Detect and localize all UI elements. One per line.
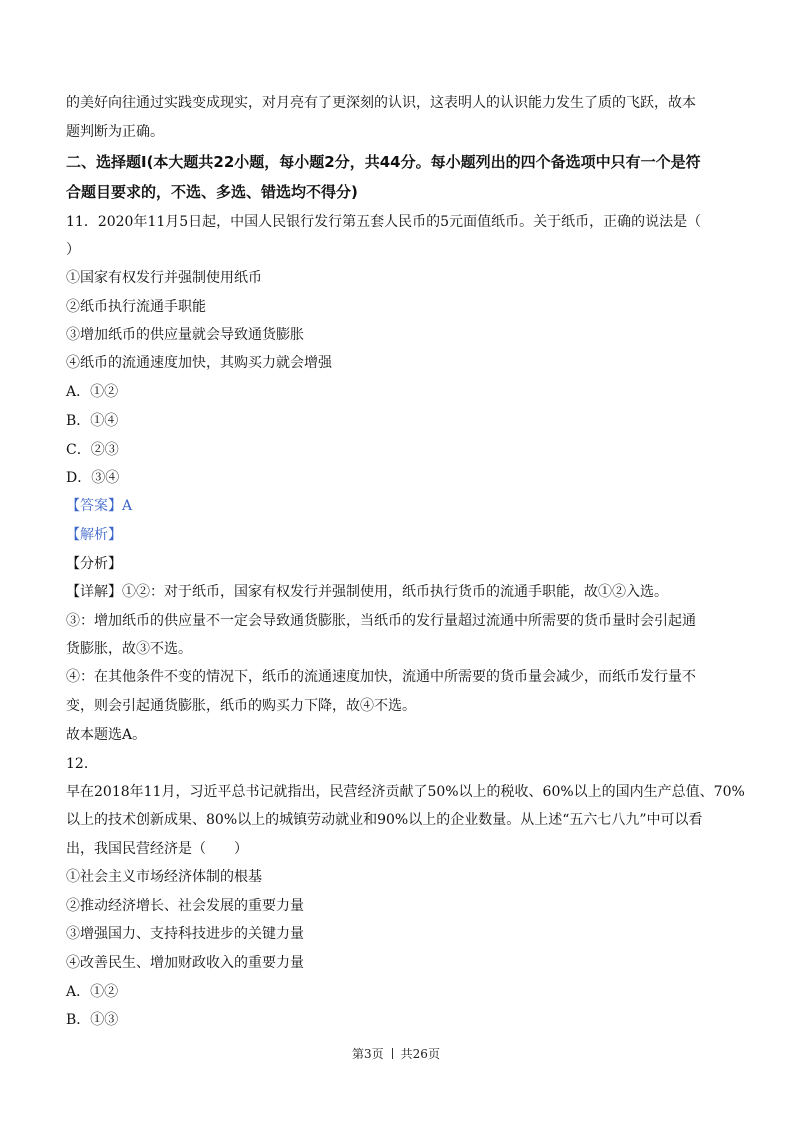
statement-item: ①国家有权发行并强制使用纸币 — [66, 270, 262, 286]
conclusion-text: 故本题选A。 — [66, 727, 147, 743]
statement-item: ②推动经济增长、社会发展的重要力量 — [66, 898, 304, 914]
question-stem: 出，我国民营经济是（ ） — [66, 841, 248, 857]
section-heading: 合题目要求的，不选、多选、错选均不得分) — [66, 183, 358, 201]
page-footer — [0, 1045, 792, 1063]
detail-text: ③：增加纸币的供应量不一定会导致通货膨胀，当纸币的发行量超过流通中所需要的货币量时会引起通 — [66, 613, 696, 629]
option-a: A．①② — [66, 984, 119, 1000]
analysis-label: 【解析】 — [66, 527, 122, 543]
statement-item: ①社会主义市场经济体制的根基 — [66, 869, 262, 885]
statement-item: ④改善民生、增加财政收入的重要力量 — [66, 955, 304, 971]
option-b: B．①④ — [66, 413, 119, 429]
question-number: 12． — [66, 756, 98, 772]
fenxi-label: 【分析】 — [66, 556, 122, 572]
question-stem: 以上的技术创新成果、80%以上的城镇劳动就业和90%以上的企业数量。从上述“五六七八九”中可以看 — [66, 812, 703, 828]
text-line: 的美好向往通过实践变成现实，对月亮有了更深刻的认识，这表明人的认识能力发生了质的飞跃，故本 — [66, 95, 696, 111]
detail-text: 货膨胀，故③不选。 — [66, 641, 192, 657]
option-d: D．③④ — [66, 470, 120, 486]
question-stem: 早在2018年11月，习近平总书记就指出，民营经济贡献了50%以上的税收、60%以上的国内生产总值、70% — [66, 784, 745, 800]
statement-item: ④纸币的流通速度加快，其购买力就会增强 — [66, 355, 332, 371]
answer-label: 【答案】A — [66, 498, 133, 514]
option-c: C．②③ — [66, 442, 119, 458]
question-stem: ） — [66, 242, 80, 258]
detail-text: 变，则会引起通货膨胀，纸币的购买力下降，故④不选。 — [66, 698, 416, 714]
detail-text: 【详解】①②：对于纸币，国家有权发行并强制使用，纸币执行货币的流通手职能，故①②入选。 — [66, 584, 668, 600]
option-b: B．①③ — [66, 1012, 119, 1028]
footer-divider — [392, 1048, 393, 1059]
text-line: 题判断为正确。 — [66, 124, 164, 140]
section-heading: 二、选择题I(本大题共22小题，每小题2分，共44分。每小题列出的四个备选项中只有一个是符 — [66, 153, 701, 171]
detail-text: ④：在其他条件不变的情况下，纸币的流通速度加快，流通中所需要的货币量会减少，而纸币发行量不 — [66, 669, 696, 685]
option-a: A．①② — [66, 384, 119, 400]
statement-item: ②纸币执行流通手职能 — [66, 299, 206, 315]
statement-item: ③增加纸币的供应量就会导致通货膨胀 — [66, 327, 304, 343]
page-total: 共26页 — [400, 1047, 440, 1061]
question-stem: 11．2020年11月5日起，中国人民银行发行第五套人民币的5元面值纸币。关于纸币，正确的说法是（ — [66, 214, 702, 230]
statement-item: ③增强国力、支持科技进步的关键力量 — [66, 926, 304, 942]
page-number: 第3页 — [352, 1047, 384, 1061]
